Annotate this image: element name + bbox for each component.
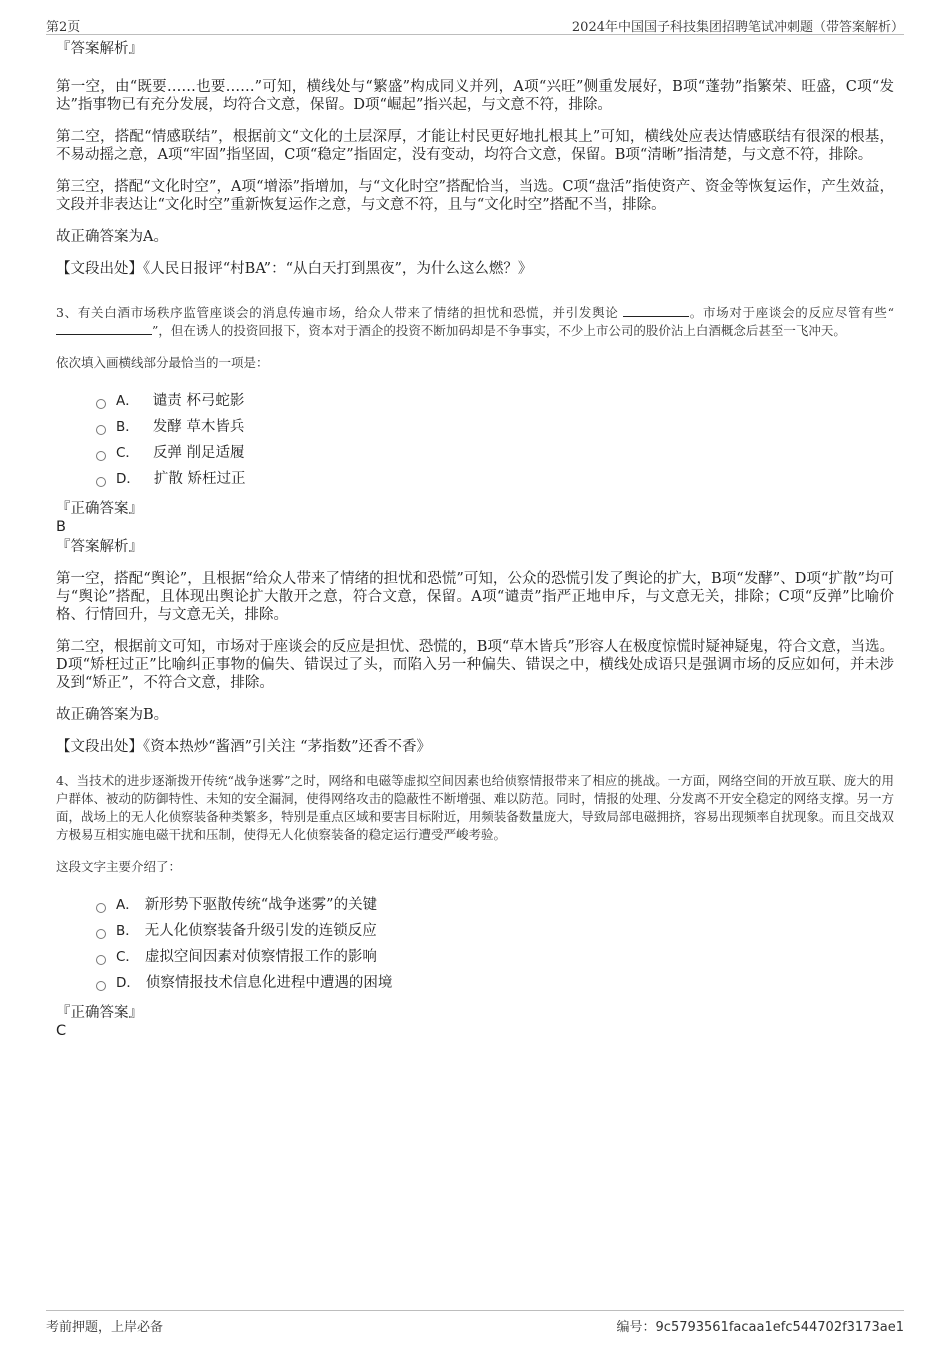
correct-answer: C: [56, 1023, 67, 1039]
option-a[interactable]: A． 新形势下驱散传统“战争迷雾”的关键: [96, 892, 894, 918]
question-4-prompt: 这段文字主要介绍了：: [56, 859, 182, 874]
analysis-paragraph: 第三空，搭配“文化时空”，A项“增添”指增加，与“文化时空”搭配恰当，当选。C项“盘活”指使资产、资金等恢复运作，产生效益，文段并非表达让“文化时空”重新恢复运作之意，与文意不符，且与“文化时空”搭配不当，排除。: [56, 179, 894, 213]
radio-icon[interactable]: [96, 955, 106, 965]
question-3-options: [96, 388, 894, 492]
blank-1[interactable]: [623, 304, 689, 317]
document-id: 编号：9c5793561facaa1efc544702f3173ae1: [616, 1320, 904, 1335]
analysis-label: 『答案解析』: [56, 539, 143, 555]
radio-icon[interactable]: [96, 929, 106, 939]
radio-icon[interactable]: [96, 425, 106, 435]
analysis-paragraph: 第二空，根据前文可知，市场对于座谈会的反应是担忧、恐慌的，B项“草木皆兵”形容人在极度惊慌时疑神疑鬼，符合文意，当选。D项“矫枉过正”比喻纠正事物的偏失、错误过了头，而陷入另一种偏失、错误之中，横线处成语只是强调市场的反应如何，并未涉及到“矫正”，不符合文意，排除。: [56, 639, 894, 691]
correct-answer-label: 『正确答案』: [56, 501, 143, 517]
radio-icon[interactable]: [96, 451, 106, 461]
correct-answer-label: 『正确答案』: [56, 1005, 143, 1021]
radio-icon[interactable]: [96, 477, 106, 487]
final-answer: 故正确答案为A。: [56, 229, 168, 245]
radio-icon[interactable]: [96, 399, 106, 409]
page-number: 第2页: [46, 20, 81, 35]
radio-icon[interactable]: [96, 981, 106, 991]
option-d[interactable]: D． 侦察情报技术信息化进程中遭遇的困境: [96, 970, 894, 996]
option-c[interactable]: C． 反弹 削足适履: [96, 440, 894, 466]
option-b[interactable]: B． 发酵 草木皆兵: [96, 414, 894, 440]
analysis-paragraph: 第二空，搭配“情感联结”，根据前文“文化的土层深厚，才能让村民更好地扎根其上”可知，横线处应表达情感联结有很深的根基，不易动摇之意，A项“牢固”指坚固，C项“稳定”指固定，没有变动，均符合文意，保留。B项“清晰”指清楚，与文意不符，排除。: [56, 129, 894, 163]
page-content: [56, 40, 894, 1042]
question-3-prompt: 依次填入画横线部分最恰当的一项是：: [56, 355, 269, 370]
analysis-paragraph: 第一空，由“既要……也要……”可知，横线处与“繁盛”构成同义并列，A项“兴旺”侧重发展好，B项“蓬勃”指繁荣、旺盛，C项“发达”指事物已有充分发展，均符合文意，保留。D项“崛起”指兴起，与文意不符，排除。: [56, 79, 894, 113]
page-footer: [46, 1310, 904, 1335]
source-citation: 【文段出处】《人民日报评“村BA”：“从白天打到黑夜”，为什么这么燃？》: [56, 261, 533, 277]
final-answer: 故正确答案为B。: [56, 707, 169, 723]
option-a[interactable]: A． 谴责 杯弓蛇影: [96, 388, 894, 414]
source-citation: 【文段出处】《资本热炒“酱酒”引关注 “茅指数”还香不香》: [56, 739, 432, 755]
document-title: 2024年中国国子科技集团招聘笔试冲刺题（带答案解析）: [571, 20, 904, 35]
analysis-paragraph: 第一空，搭配“舆论”，且根据“给众人带来了情绪的担忧和恐慌”可知，公众的恐慌引发了舆论的扩大，B项“发酵”、D项“扩散”均可与“舆论”搭配，且体现出舆论扩大散开之意，符合文意，保留。A项“谴责”指严正地申斥，与文意无关，排除；C项“反弹”比喻价格、行情回升，与文意无关，排除。: [56, 571, 894, 623]
footer-slogan: 考前押题，上岸必备: [46, 1320, 164, 1335]
blank-2[interactable]: [56, 322, 152, 335]
question-4-stem: 4、当技术的进步逐渐拨开传统“战争迷雾”之时，网络和电磁等虚拟空间因素也给侦察情报带来了相应的挑战。一方面，网络空间的开放互联、庞大的用户群体、被动的防御特性、未知的安全漏洞，使得网络攻击的隐蔽性不断增强、难以防范。同时，情报的处理、分发离不开安全稳定的网络支撑。另一方面，战场上的无人化侦察装备种类繁多，特别是重点区域和要害目标附近，用频装备数量庞大，导致局部电磁拥挤，容易出现频率自扰现象。而且交战双方极易互相实施电磁干扰和压制，使得无人化侦察装备的稳定运行遭受严峻考验。: [56, 773, 894, 842]
page-header: [46, 14, 904, 35]
radio-icon[interactable]: [96, 903, 106, 913]
analysis-label: 『答案解析』: [56, 41, 143, 57]
question-4-options: [96, 892, 894, 996]
option-d[interactable]: D． 扩散 矫枉过正: [96, 466, 894, 492]
option-b[interactable]: B． 无人化侦察装备升级引发的连锁反应: [96, 918, 894, 944]
correct-answer: B: [56, 519, 66, 535]
question-3-stem: 3、有关白酒市场秩序监管座谈会的消息传遍市场，给众人带来了情绪的担忧和恐慌，并引发舆论 。市场对于座谈会的反应尽管有些“ ”，但在诱人的投资回报下，资本对于酒企的投资不断加码却是不争事实，不少上市公司的股价沾上白酒概念后甚至一飞冲天。: [56, 305, 894, 338]
option-c[interactable]: C． 虚拟空间因素对侦察情报工作的影响: [96, 944, 894, 970]
